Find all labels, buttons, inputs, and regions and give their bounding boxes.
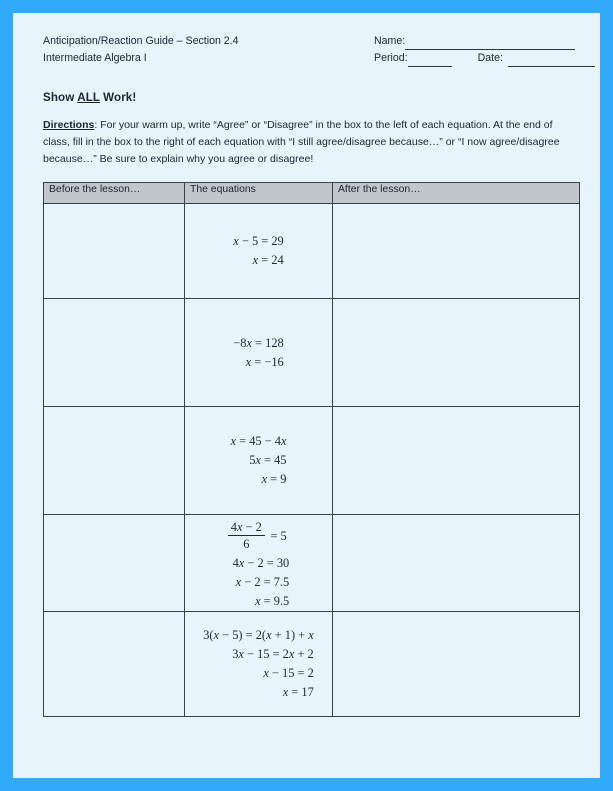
directions-text: : For your warm up, write “Agree” or “Disagree” in the box to the left of each equation. At the end of class, fill in the box to the right of each equation with “I still agree/disagree because…” or “I now agree/disagree because…” Be sure to explain why you agree or disagree! bbox=[43, 119, 560, 165]
equation-stack bbox=[233, 334, 283, 372]
table-row bbox=[44, 204, 580, 299]
before-lesson-answer-cell[interactable] bbox=[44, 407, 185, 515]
table-row bbox=[44, 407, 580, 515]
equation-cell bbox=[185, 204, 333, 299]
worksheet-header bbox=[43, 33, 579, 85]
equation-line: −8x = 128 bbox=[233, 336, 284, 351]
fraction bbox=[228, 520, 265, 552]
equation-stack bbox=[203, 626, 314, 702]
before-lesson-answer-cell[interactable] bbox=[44, 299, 185, 407]
equation-line: 4x − 2 = 30 bbox=[232, 556, 290, 571]
name-label: Name: bbox=[374, 35, 406, 47]
worksheet-content bbox=[43, 33, 579, 717]
directions-paragraph bbox=[43, 117, 577, 167]
equation-cell bbox=[185, 515, 333, 612]
equation-fraction-line bbox=[228, 519, 289, 554]
equation-line: 3(x − 5) = 2(x + 1) + x bbox=[203, 628, 314, 643]
table-head bbox=[44, 183, 580, 204]
column-header-after: After the lesson… bbox=[333, 183, 580, 204]
equation-line: x = −16 bbox=[245, 355, 284, 370]
period-input-line[interactable] bbox=[408, 55, 452, 67]
anticipation-reaction-table bbox=[43, 182, 580, 717]
fraction-denominator: 6 bbox=[243, 537, 250, 552]
period-date-field-row bbox=[374, 50, 599, 67]
before-lesson-answer-cell[interactable] bbox=[44, 612, 185, 717]
after-lesson-answer-cell[interactable] bbox=[333, 612, 580, 717]
directions-label: Directions bbox=[43, 119, 95, 131]
equation-line: x − 15 = 2 bbox=[263, 666, 314, 681]
fraction-numerator: 4x − 2 bbox=[228, 520, 265, 536]
equation-cell bbox=[185, 407, 333, 515]
student-info-fields bbox=[374, 33, 599, 67]
period-label: Period: bbox=[374, 52, 408, 64]
column-header-before: Before the lesson… bbox=[44, 183, 185, 204]
equation-line: x = 45 − 4x bbox=[230, 434, 287, 449]
table-header-row bbox=[44, 183, 580, 204]
equation-cell bbox=[185, 612, 333, 717]
guide-title: Anticipation/Reaction Guide – Section 2.4 bbox=[43, 35, 239, 47]
table-row bbox=[44, 612, 580, 717]
equation-stack bbox=[231, 432, 287, 489]
equation-cell bbox=[185, 299, 333, 407]
table-row bbox=[44, 515, 580, 612]
after-lesson-answer-cell[interactable] bbox=[333, 204, 580, 299]
equation-line: x − 2 = 7.5 bbox=[235, 575, 290, 590]
before-lesson-answer-cell[interactable] bbox=[44, 515, 185, 612]
show-all-work-post: Work! bbox=[99, 91, 137, 104]
equation-line: x = 9.5 bbox=[255, 594, 290, 609]
after-lesson-answer-cell[interactable] bbox=[333, 299, 580, 407]
equation-stack bbox=[228, 519, 289, 611]
table-body bbox=[44, 204, 580, 717]
table-row bbox=[44, 299, 580, 407]
equation-line: 5x = 45 bbox=[249, 453, 287, 468]
show-all-work-heading bbox=[43, 91, 579, 104]
show-all-work-pre: Show bbox=[43, 91, 78, 104]
course-title: Intermediate Algebra I bbox=[43, 52, 147, 64]
equation-stack bbox=[233, 232, 283, 270]
equation-line: x − 5 = 29 bbox=[233, 234, 284, 249]
show-all-work-emphasis: ALL bbox=[77, 91, 100, 104]
worksheet-page bbox=[13, 13, 600, 778]
equation-line: 3x − 15 = 2x + 2 bbox=[232, 647, 314, 662]
equation-line: x = 17 bbox=[282, 685, 314, 700]
before-lesson-answer-cell[interactable] bbox=[44, 204, 185, 299]
after-lesson-answer-cell[interactable] bbox=[333, 515, 580, 612]
header-titles bbox=[43, 33, 239, 67]
equation-line: x = 9 bbox=[261, 472, 287, 487]
equation-line: x = 24 bbox=[252, 253, 284, 268]
after-lesson-answer-cell[interactable] bbox=[333, 407, 580, 515]
date-input-line[interactable] bbox=[508, 55, 595, 67]
name-input-line[interactable] bbox=[405, 38, 575, 50]
name-field-row bbox=[374, 33, 599, 50]
fraction-tail: = 5 bbox=[267, 529, 287, 544]
column-header-equations: The equations bbox=[185, 183, 333, 204]
date-label: Date: bbox=[477, 52, 503, 64]
